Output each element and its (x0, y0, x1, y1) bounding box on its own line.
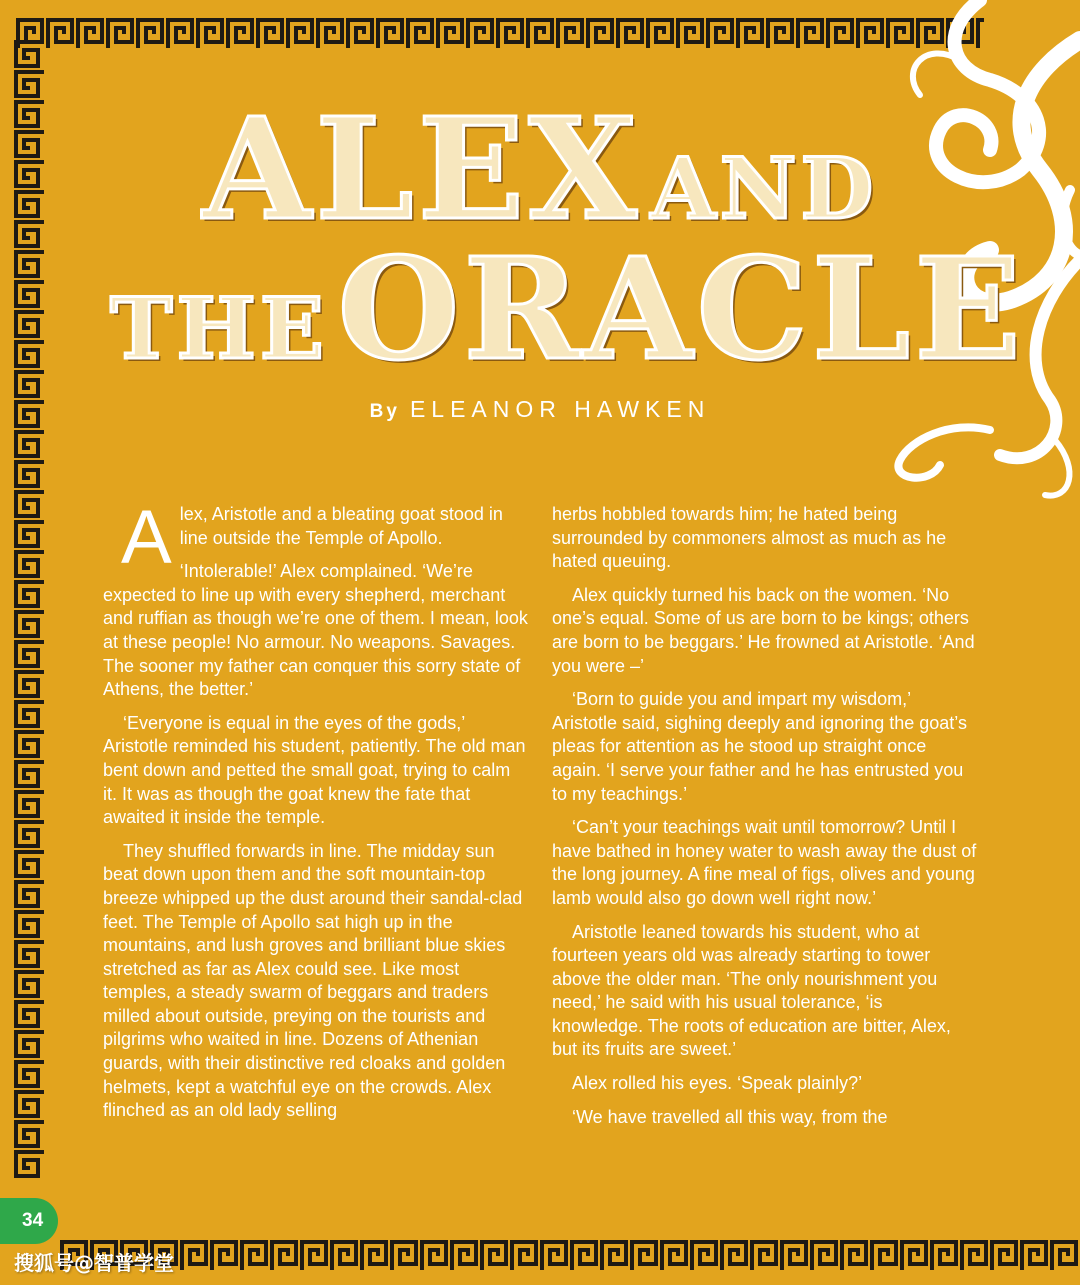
article-paragraph: Alex rolled his eyes. ‘Speak plainly?’ (572, 1073, 863, 1094)
title-word-the: THE (110, 279, 328, 378)
article-column-left (103, 495, 529, 1133)
page-number-badge: 34 (0, 1198, 58, 1244)
article-paragraph: ‘We have travelled all this way, from the (572, 1106, 888, 1127)
greek-key-border-left (10, 40, 50, 1180)
byline-author: ELEANOR HAWKEN (409, 396, 711, 422)
article-paragraph: Aristotle leaned towards his student, who at fourteen years old was already starting to tower above the older man. ‘The only nourishment you need,’ he said with his usual tolerance, ‘is knowledge. The roots of education are bitter, Alex, but its fruits are sweet.’ (552, 921, 951, 1060)
article-paragraph: ‘Intolerable!’ Alex complained. ‘We’re expected to line up with every shepherd, merchant and ruffian as though we’re one of them. I mean, look at these people! No armour. No weapons. Savages. The sooner my father can conquer this sorry state of Athens, the better.’ (103, 561, 528, 700)
greek-key-border-top (16, 14, 984, 54)
greek-key-border-bottom (60, 1236, 1080, 1276)
article-column-right (552, 503, 978, 1139)
watermark: 搜狐号@智普学堂 (14, 1251, 174, 1275)
drop-cap: A (121, 495, 172, 580)
article-paragraph: ‘Everyone is equal in the eyes of the gods,’ Aristotle reminded his student, patiently. The old man bent down and petted the small goat, trying to calm it. It was as though the goat knew the fate that awaited it inside the temple. (103, 712, 526, 828)
title-line-2 (110, 228, 1025, 392)
article-paragraph: Alex quickly turned his back on the women. ‘No one’s equal. Some of us are born to be kings; others are born to be beggars.’ He frowned at Aristotle. ‘And you were –’ (552, 584, 975, 676)
title-word-alex: ALEX (202, 88, 641, 252)
article-paragraph: Alex, Aristotle and a bleating goat stood in line outside the Temple of Apollo. (121, 495, 503, 580)
article-paragraph: ‘Born to guide you and impart my wisdom,’ Aristotle said, sighing deeply and ignoring the goat’s pleas for attention as he stood up straight once again. ‘I serve your father and he has entrusted you to my teachings.’ (552, 689, 967, 804)
byline (0, 396, 1080, 423)
byline-by: By (369, 401, 400, 422)
title-word-oracle: ORACLE (337, 228, 1025, 392)
article-paragraph: They shuffled forwards in line. The midday sun beat down upon them and the soft mountain-top breeze whipped up the dust around their sandal-clad feet. The Temple of Apollo sat high up in the mountains, and lush groves and brilliant blue skies stretched as far as Alex could see. Like most temples, a steady swarm of beggars and traders milled about outside, preying on the tourists and pilgrims who waited in line. Dozens of Athenian guards, with their distinctive red cloaks and golden helmets, kept a watchful eye on the crowds. Alex flinched as an old lady selling (103, 840, 523, 1121)
article-paragraph: herbs hobbled towards him; he hated being surrounded by commoners almost as much as he hated queuing. (552, 504, 947, 572)
title-word-and: AND (650, 139, 878, 238)
article-paragraph: ‘Can’t your teachings wait until tomorrow? Until I have bathed in honey water to wash away the dust of the long journey. A fine meal of figs, olives and young lamb would also go down well right now.’ (552, 817, 977, 908)
